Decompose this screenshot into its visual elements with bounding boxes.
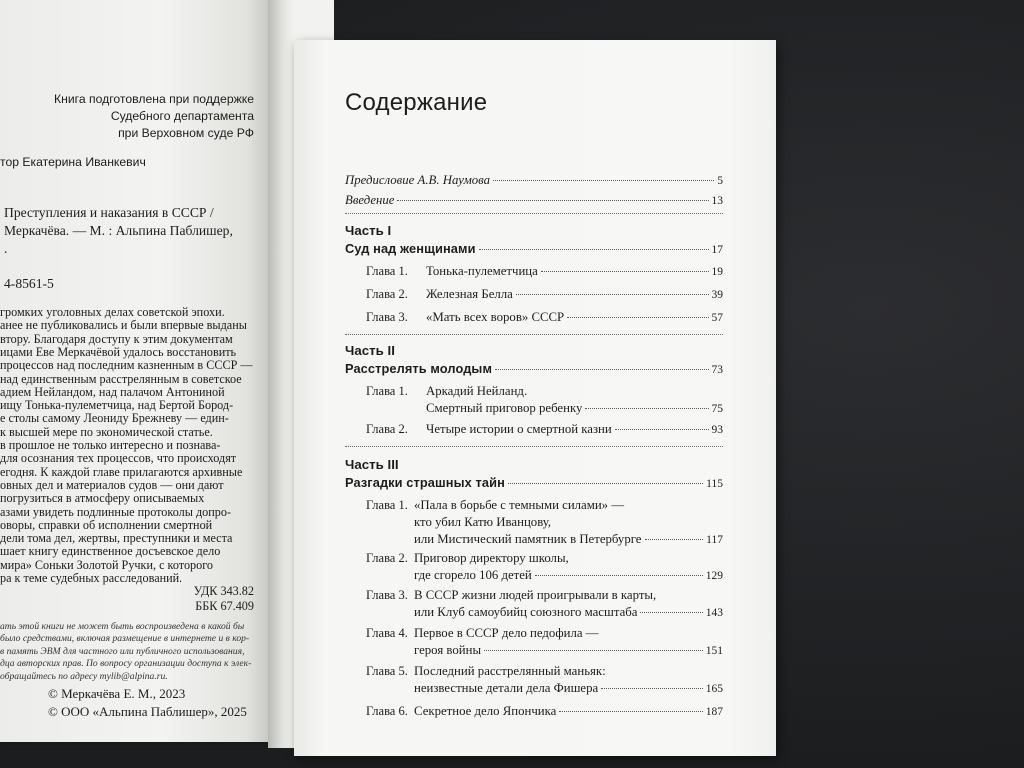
chapter-title: или Мистический памятник в Петербурге (414, 532, 642, 546)
chapter-title: Железная Белла (426, 287, 513, 301)
chapter-title-line: В СССР жизни людей проигрывали в карты, (414, 588, 657, 602)
leader-dots (567, 316, 708, 318)
leader-dots (585, 407, 708, 409)
annotation-line: адием Нейландом, над палачом Антониной (0, 384, 225, 399)
annotation-line: в прошлое не только интересно и познава- (0, 438, 221, 452)
annotation-line: егодня. К каждой главе прилагаются архивные (0, 464, 243, 479)
rights-line: ать этой книги не может быть воспроизведена в какой бы (0, 621, 245, 632)
bbk-code: ББК 67.409 (195, 599, 254, 613)
chapter-number: Глава 6. (366, 704, 408, 718)
copyright-author: © Меркачёва Е. М., 2023 (48, 686, 186, 701)
toc-chapter-row (414, 531, 723, 549)
isbn: 4-8561-5 (4, 276, 54, 291)
annotation-line: мира» Соньки Золотой Ручки, с которого (0, 557, 214, 572)
leader-dots (559, 710, 702, 712)
chapter-number: Глава 5. (366, 664, 408, 678)
annotation-line: ищу Тонька-пулеметчица, над Бертой Бород- (0, 398, 234, 413)
toc-chapter-row (414, 642, 723, 660)
part-2-label: Часть II (345, 343, 395, 358)
leader-dots (516, 293, 709, 295)
part-2-title-row (345, 360, 723, 379)
toc-entry-label: Введение (345, 193, 395, 207)
chapter-number: Глава 3. (366, 310, 408, 324)
chapter-title: или Клуб самоубийц союзного масштаба (414, 605, 638, 619)
section-divider (345, 446, 723, 447)
annotation-line: над единственным расстрелянным в советское (0, 371, 242, 386)
chapter-title: Смертный приговор ребенку (426, 401, 583, 415)
toc-page-number: 75 (711, 403, 723, 415)
rights-line: дца авторских прав. По вопросу организации доступа к элек- (0, 658, 252, 670)
annotation-line: к высшей мере по экономической статье. (0, 424, 213, 439)
chapter-title-line: Аркадий Нейланд. (426, 384, 528, 398)
chapter-number: Глава 2. (366, 422, 408, 436)
leader-dots (479, 248, 709, 250)
leader-dots (645, 538, 704, 540)
chapter-title: героя войны (414, 643, 482, 657)
toc-entry-label: Предисловие А.В. Наумова (345, 173, 491, 187)
chapter-number: Глава 2. (366, 287, 408, 301)
toc-page-number: 13 (711, 195, 723, 207)
chapter-number: Глава 4. (366, 626, 408, 640)
toc-chapter-row (426, 421, 723, 439)
chapter-number: Глава 3. (366, 588, 408, 602)
leader-dots (541, 270, 709, 272)
toc-chapter-row (414, 703, 723, 721)
rights-line: в память ЭВМ для частного или публичного использования, (0, 645, 245, 657)
annotation-line: погрузиться в атмосферу описываемых (0, 491, 205, 506)
toc-page-number: 165 (705, 683, 723, 695)
annotation-line: оворы, справки об исполнении смертной (0, 517, 213, 532)
toc-entry-introduction (345, 192, 723, 210)
toc-page-number: 39 (711, 289, 723, 301)
rights-line: было средствами, включая размещение в интернете и в кор- (0, 633, 250, 645)
biblio-line-1: Преступления и наказания в СССР / (4, 205, 214, 220)
annotation-line: анее не публиковались и были впервые выданы (0, 318, 247, 333)
chapter-title: где сгорело 106 детей (414, 568, 532, 582)
biblio-line-3: . (4, 241, 8, 256)
right-page-top-corner (294, 0, 334, 40)
chapter-number: Глава 2. (366, 551, 408, 565)
support-note-line-1: Книга подготовлена при поддержке (54, 92, 254, 106)
support-note-line-2: Судебного департамента (110, 109, 254, 123)
chapter-title: Тонька-пулеметчица (426, 264, 538, 278)
chapter-title-line: кто убил Катю Иванцову, (414, 515, 552, 529)
toc-page-number: 93 (711, 424, 723, 436)
editor-line: тор Екатерина Иванкевич (0, 155, 146, 169)
part-3-title: Разгадки страшных тайн (345, 475, 505, 490)
annotation-line: втору. Благодаря доступу к этим документам (0, 331, 233, 346)
annotation-line: овных дел и материалов судов — они дают (0, 477, 224, 492)
chapter-title-line: «Пала в борьбе с темными силами» — (414, 498, 625, 512)
udc-code: УДК 343.82 (193, 584, 254, 598)
chapter-number: Глава 1. (366, 498, 408, 512)
copyright-publisher: © ООО «Альпина Паблишер», 2025 (48, 704, 247, 719)
chapter-title: «Мать всех воров» СССР (426, 310, 565, 324)
toc-chapter-row (414, 567, 723, 585)
chapter-title: неизвестные детали дела Фишера (414, 681, 599, 695)
part-3-label: Часть III (345, 457, 399, 472)
toc-title: Содержание (345, 89, 488, 116)
section-divider (345, 213, 723, 214)
part-1-label: Часть I (345, 223, 392, 238)
toc-chapter-row (414, 680, 723, 698)
toc-page-number: 143 (705, 607, 723, 619)
toc-chapter-row (426, 263, 723, 281)
leader-dots (495, 368, 708, 370)
toc-page-number: 19 (711, 266, 723, 278)
book-gutter (268, 0, 296, 748)
toc-entry-preface (345, 172, 723, 190)
rights-line: обращайтесь по адресу mylib@alpina.ru. (0, 670, 168, 682)
toc-page-number: 115 (706, 478, 723, 490)
toc-page-number: 151 (705, 645, 723, 657)
part-3-title-row (345, 474, 723, 493)
chapter-number: Глава 1. (366, 264, 408, 278)
leader-dots (397, 199, 708, 201)
toc-chapter-row (426, 309, 723, 327)
toc-page-number: 17 (711, 244, 723, 256)
support-note-line-3: при Верховном суде РФ (118, 126, 254, 140)
annotation-line: для осознания тех процессов, что происходят (0, 451, 237, 466)
chapter-title: Секретное дело Япончика (414, 704, 557, 718)
annotation-line: шает книгу единственное досъевское дело (0, 544, 221, 559)
leader-dots (508, 482, 703, 484)
leader-dots (615, 428, 709, 430)
toc-page-number: 57 (711, 312, 723, 324)
toc-chapter-row (426, 400, 723, 418)
part-1-title: Суд над женщинами (345, 241, 476, 256)
section-divider (345, 334, 723, 335)
chapter-title-line: Первое в СССР дело педофила — (414, 626, 599, 640)
biblio-line-2: Меркачёва. — М. : Альпина Паблишер, (4, 223, 233, 238)
annotation-line: е столы самому Леониду Брежневу — един- (0, 411, 229, 426)
annotation-line: громких уголовных делах советской эпохи. (0, 305, 225, 319)
leader-dots (640, 611, 702, 613)
toc-page-number: 5 (717, 175, 723, 187)
annotation-line: ра к теме судебных расследований. (0, 571, 183, 585)
chapter-title-line: Последний расстрелянный маньяк: (414, 664, 606, 678)
toc-chapter-row (426, 286, 723, 304)
leader-dots (493, 179, 714, 181)
toc-page-number: 187 (705, 706, 723, 718)
annotation-line: азами увидеть подлинные протоколы допро- (0, 504, 232, 519)
annotation-line: ицами Еве Меркачёвой удалось восстановить (0, 344, 237, 359)
leader-dots (484, 649, 703, 651)
part-2-title: Расстрелять молодым (345, 361, 493, 376)
chapter-number: Глава 1. (366, 384, 408, 398)
leader-dots (535, 574, 703, 576)
chapter-title: Четыре истории о смертной казни (426, 422, 612, 436)
chapter-title-line: Приговор директору школы, (414, 551, 569, 565)
toc-page-number: 73 (711, 364, 723, 376)
toc-page-number: 117 (706, 534, 723, 546)
annotation-line: процессов над последним казненным в СССР — (0, 358, 253, 373)
annotation-line: дели тома дел, жертвы, преступники и места (0, 531, 233, 546)
toc-page-number: 129 (705, 570, 723, 582)
part-1-title-row (345, 240, 723, 259)
leader-dots (601, 687, 703, 689)
toc-chapter-row (414, 604, 723, 622)
